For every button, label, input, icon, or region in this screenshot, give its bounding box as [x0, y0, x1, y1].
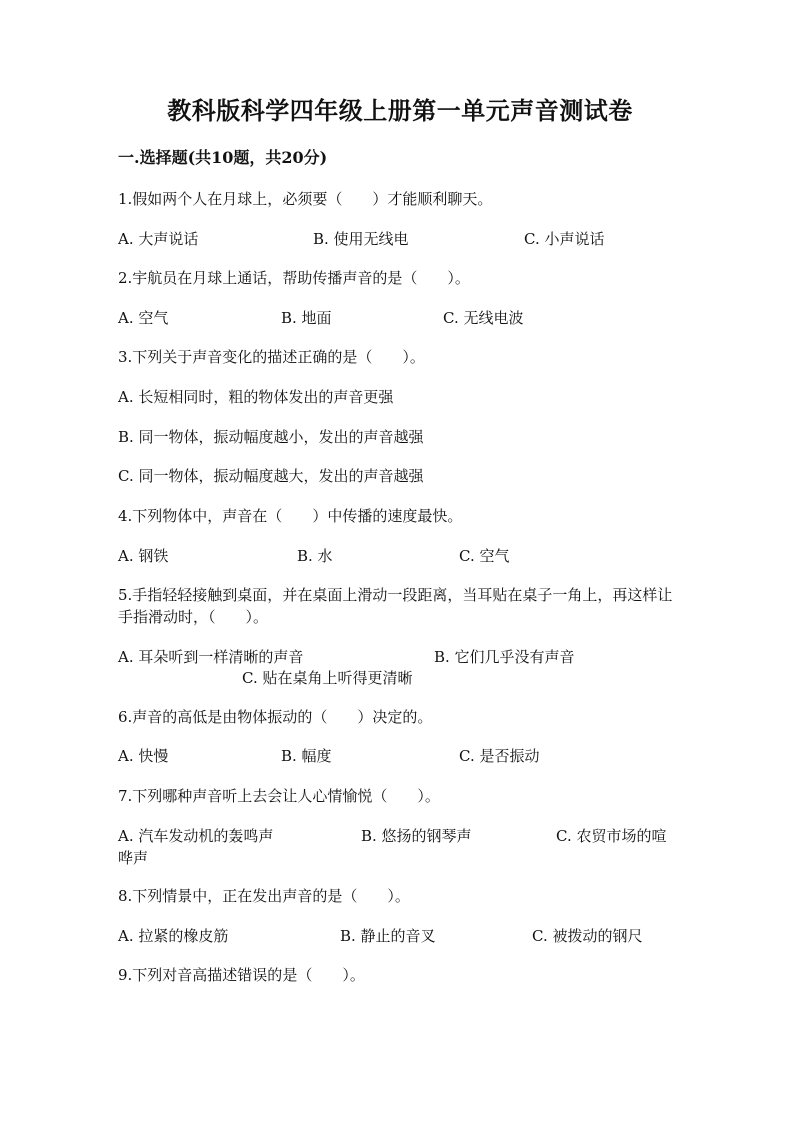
- question-7-option-a: A. 汽车发动机的轰鸣声: [118, 827, 274, 845]
- question-7-option-b: B. 悠扬的钢琴声: [361, 827, 472, 845]
- question-2-option-b: B. 地面: [281, 309, 332, 327]
- question-8-option-c: C. 被拨动的钢尺: [532, 927, 643, 945]
- question-4-option-a: A. 钢铁: [118, 547, 169, 565]
- question-6-stem: 6.声音的高低是由物体振动的（ ）决定的。: [118, 708, 433, 726]
- question-6-option-b: B. 幅度: [281, 747, 332, 765]
- question-3-option-a: A. 长短相同时，粗的物体发出的声音更强: [118, 388, 394, 406]
- question-4-option-b: B. 水: [297, 547, 333, 565]
- question-1-option-b: B. 使用无线电: [313, 230, 409, 248]
- question-8-option-b: B. 静止的音叉: [340, 927, 436, 945]
- question-2-option-c: C. 无线电波: [443, 309, 524, 327]
- question-8-stem: 8.下列情景中，正在发出声音的是（ ）。: [118, 887, 410, 905]
- question-5-option-c: C. 贴在桌角上听得更清晰: [242, 669, 413, 687]
- section-heading: 一.选择题(共10题，共20分): [118, 148, 328, 167]
- question-4-option-c: C. 空气: [459, 547, 510, 565]
- question-2-option-a: A. 空气: [118, 309, 169, 327]
- question-7-option-c: C. 农贸市场的喧哗声: [118, 827, 667, 867]
- question-6-option-c: C. 是否振动: [459, 747, 540, 765]
- question-1-stem: 1.假如两个人在月球上，必须要（ ）才能顺利聊天。: [118, 190, 493, 208]
- exam-title: 教科版科学四年级上册第一单元声音测试卷: [167, 96, 633, 125]
- question-5-option-a: A. 耳朵听到一样清晰的声音: [118, 648, 304, 666]
- question-4-stem: 4.下列物体中，声音在（ ）中传播的速度最快。: [118, 507, 463, 525]
- question-9-stem: 9.下列对音高描述错误的是（ ）。: [118, 966, 365, 984]
- question-3-option-b: B. 同一物体，振动幅度越小，发出的声音越强: [118, 428, 424, 446]
- question-3-option-c: C. 同一物体，振动幅度越大，发出的声音越强: [118, 467, 424, 485]
- question-7-stem: 7.下列哪种声音听上去会让人心情愉悦（ ）。: [118, 787, 440, 805]
- question-1-option-c: C. 小声说话: [524, 230, 605, 248]
- question-3-stem: 3.下列关于声音变化的描述正确的是（ ）。: [118, 348, 425, 366]
- question-5-stem: 5.手指轻轻接触到桌面，并在桌面上滑动一段距离，当耳贴在桌子一角上，再这样让手指滑动时，（ ）。: [118, 586, 673, 626]
- question-5-option-b: B. 它们几乎没有声音: [434, 648, 575, 666]
- question-2-stem: 2.宇航员在月球上通话，帮助传播声音的是（ ）。: [118, 269, 470, 287]
- question-1-option-a: A. 大声说话: [118, 230, 199, 248]
- question-6-option-a: A. 快慢: [118, 747, 169, 765]
- question-8-option-a: A. 拉紧的橡皮筋: [118, 927, 229, 945]
